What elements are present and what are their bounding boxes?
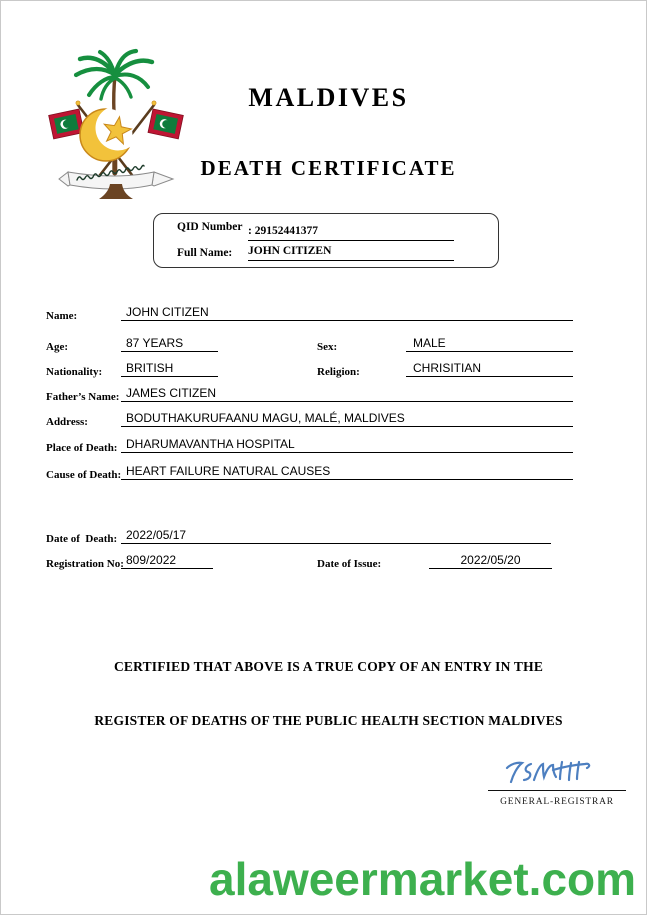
age-value: 87 YEARS: [126, 336, 184, 350]
country-title: MALDIVES: [248, 83, 409, 112]
sex-label: Sex:: [317, 341, 338, 353]
address-label: Address:: [46, 416, 88, 428]
address-value-line: [121, 411, 573, 427]
certification-line-1: CERTIFIED THAT ABOVE IS A TRUE COPY OF AN ENTRY IN THE: [113, 659, 544, 674]
document-title: DEATH CERTIFICATE: [200, 156, 457, 180]
qid-number-value: : 29152441377: [248, 225, 318, 237]
date-of-issue-label: Date of Issue:: [317, 558, 382, 570]
place-of-death-label: Place of Death:: [46, 442, 118, 454]
signature-scrawl: [501, 755, 601, 789]
place-of-death-value-line: [121, 437, 573, 453]
cause-of-death-label: Cause of Death:: [46, 469, 122, 481]
cause-of-death-value: HEART FAILURE NATURAL CAUSES: [126, 464, 331, 478]
registration-no-label: Registration No:: [46, 558, 124, 570]
qid-number-value-line: [248, 224, 454, 241]
date-of-death-value: 2022/05/17: [126, 528, 187, 542]
date-of-issue-value: 2022/05/20: [460, 553, 521, 567]
age-label: Age:: [46, 341, 68, 353]
date-of-issue-value-line: [429, 553, 552, 569]
full-name-label: Full Name:: [177, 247, 233, 259]
place-of-death-value: DHARUMAVANTHA HOSPITAL: [126, 437, 295, 451]
name-value-line: [121, 305, 573, 321]
religion-value: CHRISITIAN: [413, 361, 482, 375]
crescent-icon: [80, 109, 132, 161]
father-name-label: Father’s Name:: [46, 391, 120, 403]
father-name-value: JAMES CITIZEN: [126, 386, 217, 400]
age-value-line: [121, 336, 218, 352]
registration-no-value: 809/2022: [126, 553, 177, 567]
signer-title: GENERAL-REGISTRAR: [500, 797, 614, 807]
religion-value-line: [406, 361, 573, 377]
father-name-value-line: [121, 386, 573, 402]
full-name-value-line: [248, 244, 454, 261]
nationality-value-line: [121, 361, 218, 377]
signature-line: [488, 790, 626, 791]
nationality-label: Nationality:: [46, 366, 103, 378]
name-label: Name:: [46, 310, 78, 322]
sex-value: MALE: [413, 336, 446, 350]
address-value: BODUTHAKURUFAANU MAGU, MALÉ, MALDIVES: [126, 411, 405, 425]
date-of-death-value-line: [121, 528, 551, 544]
certification-line-2: REGISTER OF DEATHS OF THE PUBLIC HEALTH SECTION MALDIVES: [94, 713, 563, 728]
maldives-flag-left-icon: [49, 109, 84, 139]
religion-label: Religion:: [317, 366, 360, 378]
registration-no-value-line: [121, 553, 213, 569]
full-name-value: JOHN CITIZEN: [248, 245, 332, 257]
cause-of-death-value-line: [121, 464, 573, 480]
sex-value-line: [406, 336, 573, 352]
nationality-value: BRITISH: [126, 361, 174, 375]
maldives-flag-right-icon: [148, 109, 183, 139]
watermark: alaweermarket.com: [209, 853, 637, 905]
date-of-death-label: Date of Death:: [46, 533, 118, 545]
qid-number-label: QID Number: [177, 221, 243, 233]
name-value: JOHN CITIZEN: [126, 305, 209, 319]
